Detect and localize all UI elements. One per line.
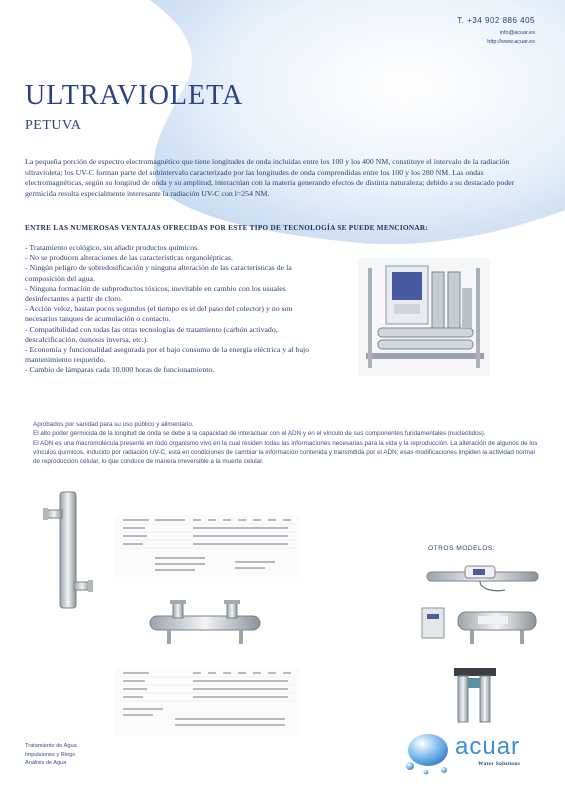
benefit-item: - Ninguna formación de subproductos tóxicos, inevitable en cambio con los usuales desinfectantes a partir de cloro. (25, 283, 286, 304)
spec-table-1 (115, 515, 300, 577)
footer-services (25, 742, 77, 768)
vertical-uv-reactor-photo (38, 490, 98, 610)
benefit-item: - Acción veloz, bastan pocos segundos (el tiempo es el del paso del colector) y no son necesarios tanques de acumulación o contacto. (25, 304, 293, 324)
benefit-item: - Economía y funcionalidad asegurada por el bajo consumo de la energía eléctrica y al bajo mantenimiento requerido. (25, 345, 310, 365)
brand-name: acuar (455, 733, 521, 760)
footer-line: Análisis de Agua (25, 760, 67, 766)
approved-text: Aprobados por sanidad para su uso público y alimentario. (33, 421, 194, 428)
benefit-item: - Tratamiento ecológico, sin añadir productos químicos. (25, 243, 200, 252)
brand-tagline: Water Solutions (478, 761, 521, 767)
benefit-item: - Ningún peligro de sobredosificación y ninguna alteración de las características de la composición del agua. (25, 263, 292, 283)
uv-system-photo (358, 258, 490, 376)
approved-section (33, 420, 543, 466)
intro-paragraph: La pequeña porción de espectro electromagnético que tiene longitudes de onda incluidas entre los 100 y los 400 NM, constituye el intervalo de la radiación ultravioleta; los UV-C forman parte del subintervalo caracterizado por las longitudes de onda comprendidas entre los 100 y los 280 NM. Las ondas electromagnéticas, según su longitud de onda y su amplitud, interactúan con la materia generando efectos de distinta naturaleza; debido a su destacado poder germicida resulta especialmente interesante la radiación UV-C con l=254 NM. (25, 157, 515, 198)
page-subtitle: PETUVA (25, 118, 82, 133)
acuar-logo-drops (400, 730, 458, 778)
benefit-item: - No se producen alteraciones de las características organolépticas. (25, 253, 233, 263)
benefits-list (25, 243, 325, 376)
website-link[interactable]: http://www.acuar.es (487, 39, 535, 45)
approved-text: El alto poder germicida de la longitud de onda se debe a la capacidad de interactuar con el ADN y en el vínculo de sus componentes fundamentales (nucleótidos). (33, 430, 486, 438)
page-title: ULTRAVIOLETA (25, 80, 244, 111)
other-models-label: OTROS MODELOS: (428, 545, 496, 552)
advantages-heading: ENTRE LAS NUMEROSAS VENTAJAS OFRECIDAS POR ESTE TIPO DE TECNOLOGÍA SE PUEDE MENCIONAR: (25, 224, 429, 232)
footer-line: Impulsiones y Riego (25, 751, 76, 758)
other-model-3-photo (446, 664, 504, 726)
other-model-1-photo (425, 560, 540, 596)
footer-line: Tratamiento de Agua (25, 743, 77, 749)
email-link[interactable]: info@acuar.es (499, 30, 535, 36)
other-model-2-photo (420, 602, 540, 650)
benefit-item: - Compatibilidad con todas las otras tecnologías de tratamiento (carbón activado, descalcificación, ósmosis inversa, etc.). (25, 324, 278, 344)
horizontal-uv-reactor-photo (145, 598, 265, 650)
spec-table-2 (115, 668, 300, 736)
phone-number: T. +34 902 886 405 (457, 16, 535, 25)
approved-text: El ADN es una macromolécula presente en todo organismo vivo en la cual residen todas las informaciones necesarias para la vida y la reproducción. La alteración de algunos de los vínculos químicos, inducido por radiación UV-C, está en condiciones de cambiar la información contenida y transmitida por el ADN; esas modificaciones impiden la actividad normal de reproducción celular, lo que conduce de manera irreversible a la muerte celular. (33, 439, 538, 466)
benefit-item: - Cambio de lámparas cada 10.000 horas de funcionamiento. (25, 365, 215, 375)
